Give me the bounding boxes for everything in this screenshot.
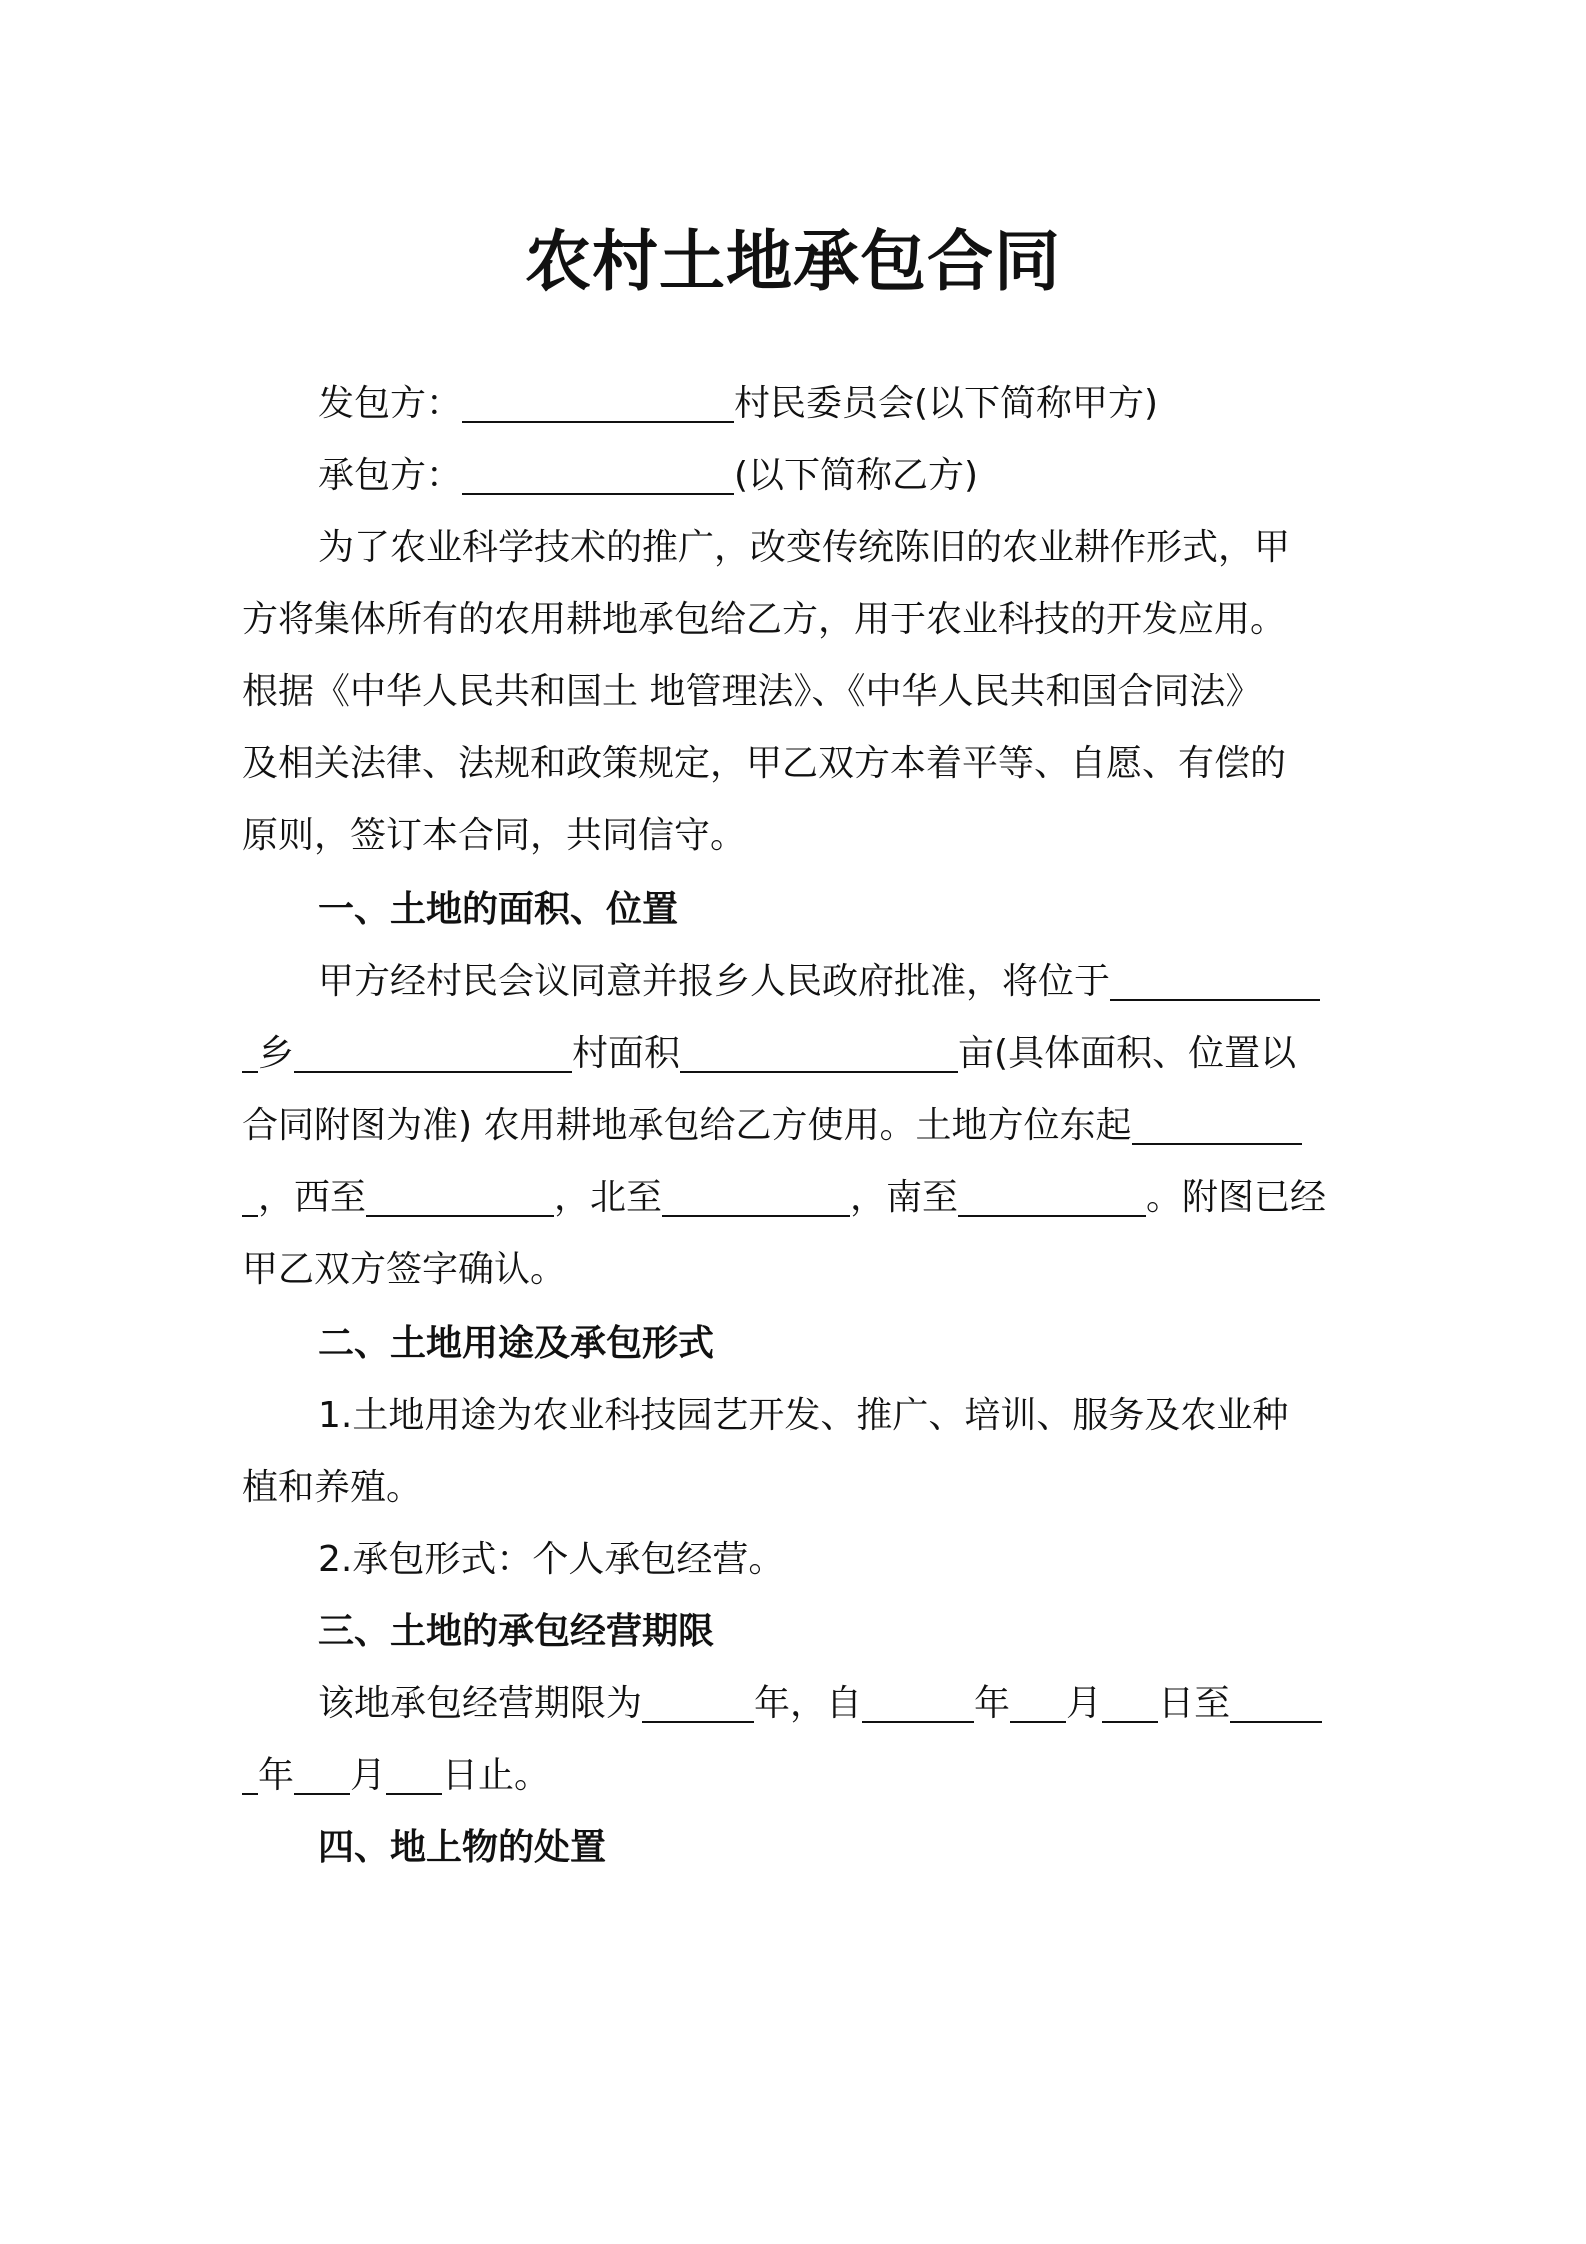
month-label: 月 <box>350 1755 387 1796</box>
preamble-line: 为了农业科学技术的推广，改变传统陈旧的农业耕作形式，甲 <box>318 527 1291 568</box>
east-blank[interactable] <box>1132 1107 1302 1145</box>
section-1-text: 合同附图为准) 农用耕地承包给乙方使用。土地方位东起 <box>242 1105 1132 1146</box>
party-b-suffix: (以下简称乙方) <box>734 455 979 496</box>
location-blank[interactable] <box>1110 963 1320 1001</box>
section-1-line <box>242 1030 1352 1078</box>
day-end-label: 日止。 <box>442 1755 551 1796</box>
preamble-line: 及相关法律、法规和政策规定，甲乙双方本着平等、自愿、有偿的 <box>242 743 1287 784</box>
party-a-line <box>318 380 1352 428</box>
north-label: ，北至 <box>554 1177 663 1218</box>
day-to-label: 日至 <box>1158 1683 1231 1724</box>
section-3-heading: 三、土地的承包经营期限 <box>318 1611 715 1652</box>
start-year-blank[interactable] <box>862 1685 974 1723</box>
year-label: 年 <box>974 1683 1011 1724</box>
end-year-blank-cont[interactable] <box>242 1757 258 1795</box>
start-month-blank[interactable] <box>1010 1685 1066 1723</box>
end-year-blank[interactable] <box>1230 1685 1322 1723</box>
cun-area-label: 村面积 <box>572 1033 681 1074</box>
south-label: ，南至 <box>850 1177 959 1218</box>
section-4-heading: 四、地上物的处置 <box>318 1827 607 1868</box>
preamble-line: 原则，签订本合同，共同信守。 <box>242 815 747 856</box>
start-day-blank[interactable] <box>1102 1685 1158 1723</box>
party-b-line <box>318 452 1352 500</box>
party-a-label: 发包方： <box>318 383 463 424</box>
section-2-line: 植和养殖。 <box>242 1467 423 1508</box>
month-label: 月 <box>1066 1683 1103 1724</box>
south-blank[interactable] <box>958 1179 1146 1217</box>
term-text: 该地承包经营期限为 <box>318 1683 643 1724</box>
village-blank[interactable] <box>294 1035 572 1073</box>
section-1-line <box>242 1174 1352 1222</box>
section-2-line: 2.承包形式：个人承包经营。 <box>318 1539 785 1580</box>
area-blank[interactable] <box>680 1035 958 1073</box>
end-day-blank[interactable] <box>386 1757 442 1795</box>
preamble-line: 根据《中华人民共和国土 地管理法》、《中华人民共和国合同法》 <box>242 671 1262 712</box>
preamble-line: 方将集体所有的农用耕地承包给乙方，用于农业科技的开发应用。 <box>242 599 1287 640</box>
party-b-label: 承包方： <box>318 455 463 496</box>
section-3-line <box>242 1752 1352 1800</box>
north-blank[interactable] <box>662 1179 850 1217</box>
section-1-line <box>318 958 1352 1006</box>
west-blank[interactable] <box>366 1179 554 1217</box>
section-1-line: 甲乙双方签字确认。 <box>242 1249 567 1290</box>
section-1-heading: 一、土地的面积、位置 <box>318 889 679 930</box>
east-blank-cont[interactable] <box>242 1179 258 1217</box>
west-label: ，西至 <box>258 1177 367 1218</box>
location-blank-cont[interactable] <box>242 1035 258 1073</box>
section-1-text: 甲方经村民会议同意并报乡人民政府批准，将位于 <box>318 961 1111 1002</box>
end-month-blank[interactable] <box>294 1757 350 1795</box>
xiang-label: 乡 <box>258 1033 295 1074</box>
party-b-blank[interactable] <box>462 457 734 495</box>
year-from-label: 年，自 <box>754 1683 863 1724</box>
section-2-heading: 二、土地用途及承包形式 <box>318 1323 715 1364</box>
section-2-line: 1.土地用途为农业科技园艺开发、推广、培训、服务及农业种 <box>318 1395 1289 1436</box>
section-3-line <box>318 1680 1352 1728</box>
year-label: 年 <box>258 1755 295 1796</box>
years-blank[interactable] <box>642 1685 754 1723</box>
party-a-blank[interactable] <box>462 385 734 423</box>
page-title: 农村土地承包合同 <box>525 223 1061 300</box>
attachment-text: 。附图已经 <box>1146 1177 1327 1218</box>
party-a-suffix: 村民委员会(以下简称甲方) <box>734 383 1159 424</box>
mu-label: 亩(具体面积、位置以 <box>958 1033 1297 1074</box>
section-1-line <box>242 1102 1352 1150</box>
